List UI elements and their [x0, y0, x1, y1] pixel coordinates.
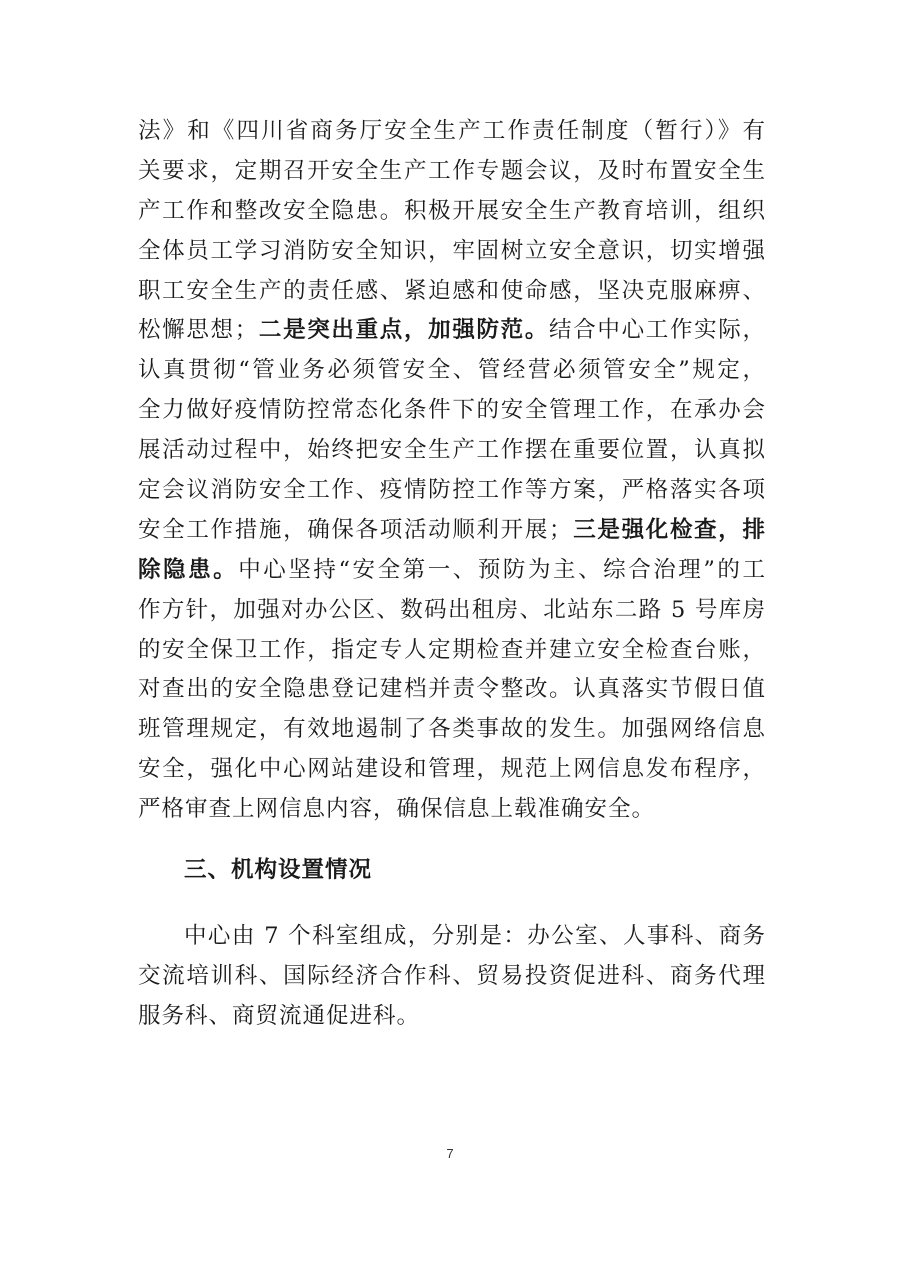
- text-line: [138, 391, 766, 431]
- text-run: 全体员工学习消防安全知识，牢固树立安全意识，切实增强: [138, 237, 766, 264]
- text-line: [138, 431, 766, 471]
- text-run: 严格审查上网信息内容，确保信息上载准确安全。: [138, 796, 656, 823]
- text-run: 的安全保卫工作，指定专人定期检查并建立安全检查台账，: [138, 636, 766, 663]
- spacer: [138, 890, 766, 917]
- text-run: 产工作和整改安全隐患。积极开展安全生产教育培训，组织: [138, 197, 766, 224]
- text-run: 法》和《四川省商务厅安全生产工作责任制度（暂行）》有: [138, 118, 766, 144]
- text-line: [138, 192, 766, 232]
- page-number: 7: [446, 1146, 454, 1161]
- text-line: [138, 272, 766, 312]
- text-line: [138, 511, 766, 551]
- document-page: [138, 112, 766, 1037]
- bold-text-run: 二是突出重点，加强防范。: [258, 317, 550, 344]
- paragraph-safety-work: [138, 112, 766, 830]
- text-line: [138, 591, 766, 631]
- text-run: 全力做好疫情防控常态化条件下的安全管理工作，在承办会: [138, 397, 766, 424]
- text-line: [138, 232, 766, 272]
- text-line: [138, 790, 766, 830]
- text-run: 安全工作措施，确保各项活动顺利开展；: [138, 516, 573, 543]
- text-run: 对查出的安全隐患登记建档并责令整改。认真落实节假日值: [138, 676, 766, 703]
- text-run: 职工安全生产的责任感、紧迫感和使命感，坚决克服麻痹、: [138, 277, 766, 304]
- text-run: 结合中心工作实际，: [549, 317, 766, 344]
- text-line: [138, 750, 766, 790]
- text-line: [138, 551, 766, 591]
- text-run: 松懈思想；: [138, 317, 259, 344]
- text-run: 安全，强化中心网站建设和管理，规范上网信息发布程序，: [138, 756, 766, 783]
- bold-text-run: 三是强化检查，排: [572, 516, 766, 543]
- section-heading-organization: 三、机构设置情况: [184, 857, 373, 884]
- text-line: 中心由 7 个科室组成，分别是：办公室、人事科、商务: [184, 923, 766, 950]
- text-line: [138, 631, 766, 671]
- text-run: 关要求，定期召开安全生产工作专题会议，及时布置安全生: [138, 157, 766, 184]
- text-run: 定会议消防安全工作、疫情防控工作等方案，严格落实各项: [138, 477, 766, 504]
- text-run: 认真贯彻“管业务必须管安全、管经营必须管安全”规定，: [138, 357, 766, 384]
- text-run: 展活动过程中，始终把安全生产工作摆在重要位置，认真拟: [138, 437, 766, 464]
- paragraph-organization: [138, 917, 766, 1037]
- text-line: [138, 710, 766, 750]
- text-run: 中心坚持“安全第一、预防为主、综合治理”的工: [238, 556, 766, 583]
- text-line: [138, 351, 766, 391]
- text-line: [138, 471, 766, 511]
- text-line: 交流培训科、国际经济合作科、贸易投资促进科、商务代理: [138, 962, 766, 989]
- text-run: 班管理规定，有效地遏制了各类事故的发生。加强网络信息: [138, 716, 766, 743]
- bold-text-run: 除隐患。: [138, 556, 239, 583]
- text-line: [138, 152, 766, 192]
- text-line: [138, 670, 766, 710]
- text-line: [138, 112, 766, 152]
- text-run: 作方针，加强对办公区、数码出租房、北站东二路 5 号库房: [138, 596, 766, 623]
- text-line: [138, 311, 766, 351]
- text-line: 服务科、商贸流通促进科。: [138, 1002, 421, 1029]
